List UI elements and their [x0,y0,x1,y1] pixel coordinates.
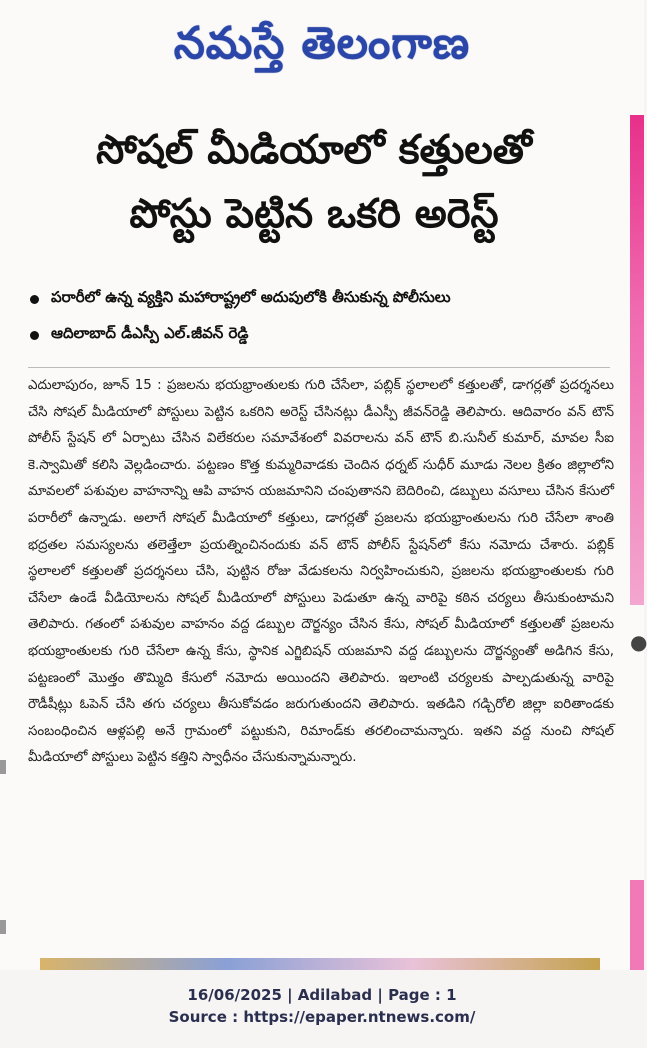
bullet-text: పరారీలో ఉన్న వ్యక్తిని మహారాష్ట్రలో అదుపులోకి తీసుకున్న పోలీసులు [51,288,451,306]
headline-line-1: సోషల్ మీడియాలో కత్తులతో [96,127,532,173]
adjacent-ad-strip-bottom [630,880,644,970]
headline-line-2: పోస్టు పెట్టిన ఒకరి అరెస్ట్ [129,191,499,237]
footer-source-line: Source : https://epaper.ntnews.com/ [168,1008,476,1026]
article-body: ఎదులాపురం, జూన్ 15 : ప్రజలను భయభ్రాంతులకు గురి చేసేలా, పబ్లిక్ స్థలాలలో కత్తులతో, డాగర్లతో ప్రదర్శనలు చేసి సోషల్ మీడియాలో పోస్టులు పెట్టిన ఒకరిని అరెస్ట్ చేసినట్లు డీఎస్పీ జీవన్‌రెడ్డి తెలిపారు. ఆదివారం వన్ టౌన్ పోలీస్ స్టేషన్ లో ఏర్పాటు చేసిన విలేకరుల సమావేశంలో వివరాలను వన్ టౌన్ బి.సునీల్ కుమార్, మావల సీఐ కె.స్వామితో కలిసి వెల్లడించారు. పట్టణం కొత్త కుమ్మరివాడకు చెందిన ధర్నట్ సుధీర్ మూడు నెలల క్రితం జిల్లాలోని మావలలో పశువుల వాహనాన్ని ఆపి వాహన యజమానిని చంపుతానని బెదిరించి, డబ్బులు వసూలు చేసిన కేసులో పరారీలో ఉన్నాడు. అలాగే సోషల్ మీడియాలో కత్తులు, డాగర్లతో ప్రజలను భయభ్రాంతులను గురి చేసేలా శాంతి భద్రతల సమస్యలను తలెత్తేలా ప్రయత్నించినందుకు వన్ టౌన్ పోలీస్ స్టేషన్‌లో కేసు నమోదు చేశారు. పబ్లిక్ స్థలాలలో కత్తులతో ప్రదర్శనలు చేసి, పుట్టిన రోజు వేడుకలను నిర్వహించుకుని, ప్రజలను భయభ్రాంతులకు గురి చేసేలా ఉండే వీడియోలను సోషల్ మీడియాలో పోస్టులు పెడుతూ ఉన్న వారిపై కఠిన చర్యలు తీసుకుంటామని తెలిపారు. గతంలో పశువుల వాహనం వద్ద డబ్బుల దౌర్జన్యం చేసిన కేసు, సోషల్ మీడియాలో కత్తులతో ప్రజలను భయభ్రాంతులకు గురి చేసేలా ఉన్న కేసు, స్థానిక ఎగ్జిబిషన్ యజమాని వద్ద డబ్బులను దౌర్జన్యంతో అడిగిన కేసు, పట్టణంలో మొత్తం తొమ్మిది కేసులో నమోదు అయిందని తెలిపారు. ఇలాంటి చర్యలకు పాల్పడుతున్న వారిపై రౌడీషీట్లు ఓపెన్ చేసి తగు చర్యలు తీసుకోవడం జరుగుతుందని తెలిపారు. ఇతడిని గడ్చిరోలి జిల్లా ఐరితాండకు సంబంధించిన ఆళ్లపల్లి అనే గ్రామంలో పట్టుకుని, రిమాండ్‌కు తరలించామన్నారు. ఇతని వద్ద నుంచి సోషల్ మీడియాలో పోస్టులు పెట్టిన కత్తిని స్వాధీనం చేసుకున్నామన్నారు. [28,378,614,766]
subheadline-bullets [30,288,610,360]
next-article-strip [40,958,600,970]
masthead [0,0,644,98]
bullet-dot-icon [30,295,39,304]
footer-date-line: 16/06/2025 | Adilabad | Page : 1 [187,986,457,1004]
bullet-dot-icon [30,331,39,340]
left-edge-mark [0,920,6,934]
headline [14,118,614,246]
masthead-title: నమస్తే తెలంగాణ [173,18,471,69]
bullet-item [30,324,610,346]
bullet-item [30,288,610,310]
bullet-text: ఆదిలాబాద్ డీఎస్పీ ఎల్.జీవన్ రెడ్డి [51,324,249,342]
adjacent-column-fragment: ● [630,630,647,654]
footer [0,984,644,1028]
adjacent-ad-strip [630,115,644,605]
divider [28,367,610,368]
left-edge-mark [0,760,6,774]
